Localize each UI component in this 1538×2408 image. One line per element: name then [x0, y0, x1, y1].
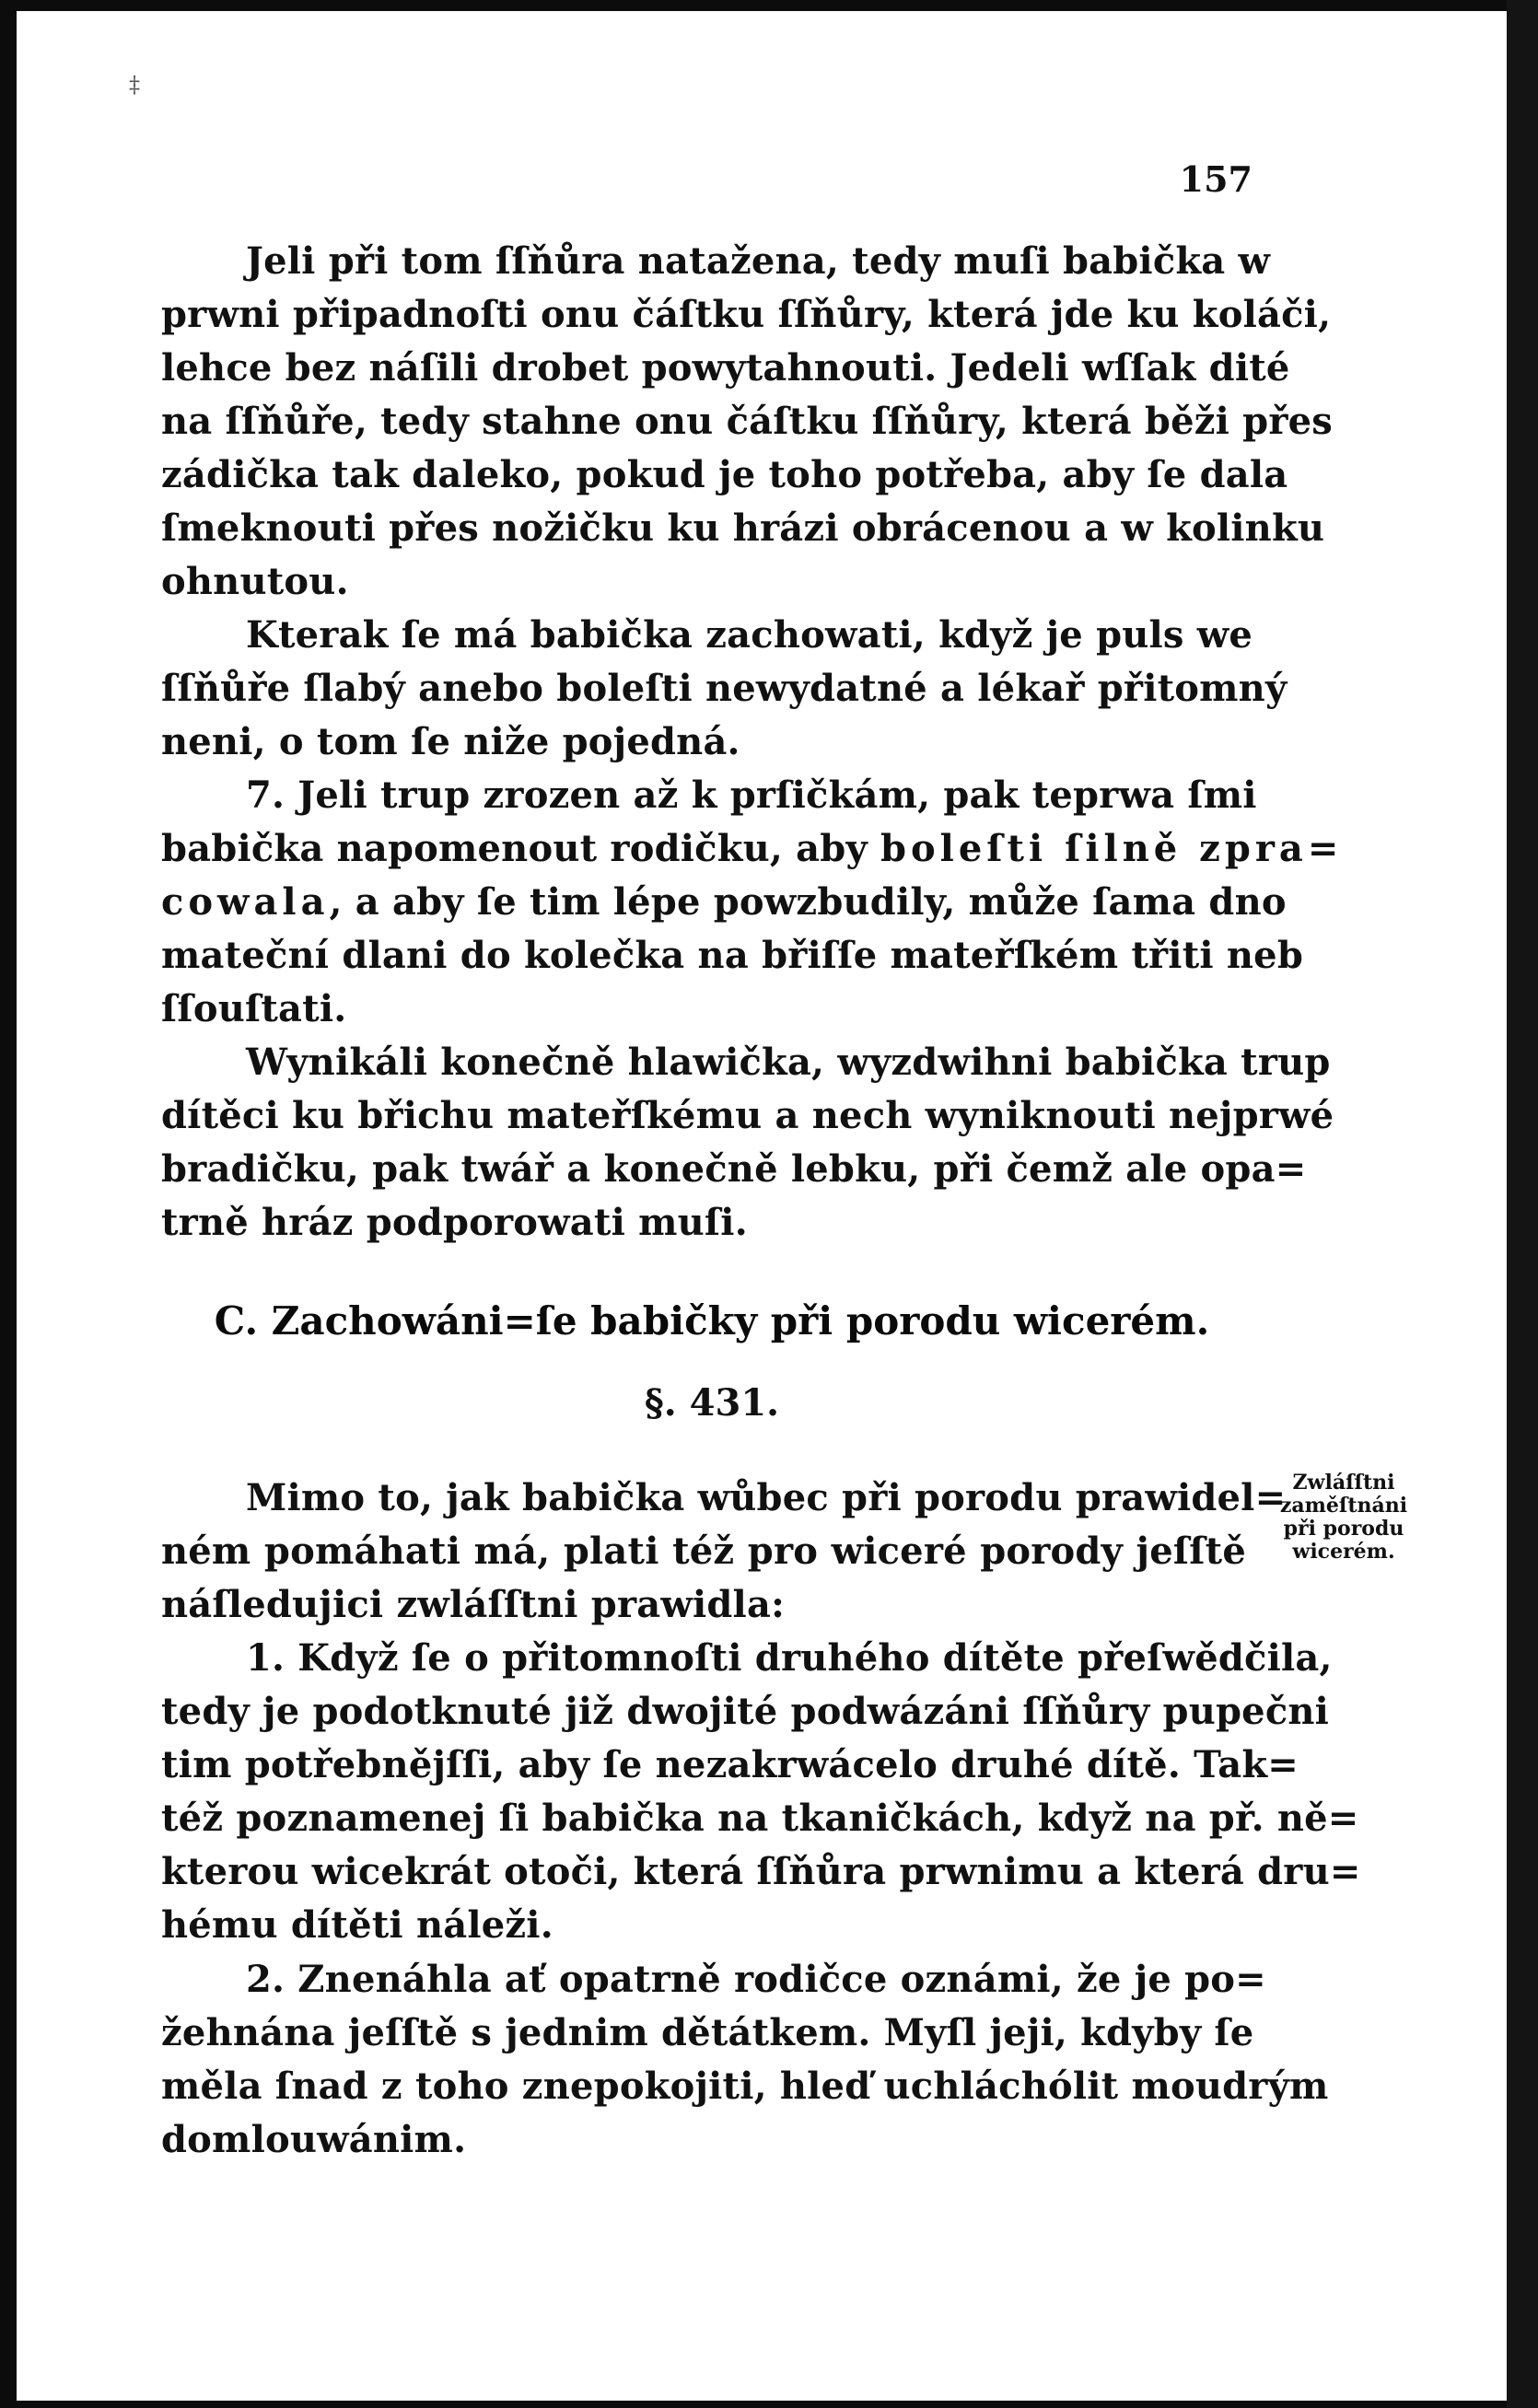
text-line: dítěci ku břichu mateřſkému a nech wyniknouti nejprwé — [161, 1094, 1334, 1137]
margin-note-line: při porodu — [1283, 1517, 1404, 1541]
text-line: mateční dlani do kolečka na břiſſe mateřſkém třiti neb — [161, 934, 1303, 977]
text-line: ném pomáhati má, plati též pro wiceré porody jeſſtě — [161, 1530, 1246, 1573]
page-edge — [1507, 0, 1538, 2408]
text-line: lehce bez náſili drobet powytahnouti. Jedeli wſſak dité — [161, 346, 1290, 390]
text-line: trně hráz podporowati muſi. — [161, 1201, 748, 1244]
text-line: 2. Znenáhla ať opatrně rodičce oznámi, že je po= — [246, 1958, 1266, 2001]
margin-note-line: Zwláſſtni — [1292, 1471, 1395, 1495]
text-line: kterou wicekrát otoči, která ſſňůra prwnimu a která dru= — [161, 1850, 1361, 1893]
emphasized-text: boleſti ſilně zpra= — [880, 827, 1344, 870]
corner-mark: ‡ — [129, 72, 140, 98]
text-line: Wynikáli konečně hlawička, wyzdwihni babička trup — [246, 1041, 1331, 1084]
margin-note-line: zaměſtnáni — [1279, 1494, 1408, 1518]
text-line: tedy je podotknuté již dwojité podwázáni ſſňůry pupečni — [161, 1690, 1330, 1733]
text-line: hému dítěti náleži. — [161, 1903, 553, 1947]
text-line: ſſouſtati. — [161, 987, 347, 1030]
text-line: domlouwánim. — [161, 2118, 467, 2161]
text-line: prwni připadnoſti onu čáſtku ſſňůry, která jde ku koláči, — [161, 293, 1332, 336]
text-line: 7. Jeli trup zrozen až k prſičkám, pak teprwa ſmi — [246, 774, 1257, 817]
emphasized-text: cowala — [161, 880, 330, 924]
text-segment: babička napomenout rodičku, aby — [161, 827, 881, 870]
text-line: žehnána jeſſtě s jednim dětátkem. Myſl jeji, kdyby ſe — [161, 2011, 1254, 2054]
margin-note-line: wicerém. — [1292, 1540, 1395, 1564]
text-line: náſledujici zwláſſtni prawidla: — [161, 1583, 786, 1626]
text-line — [161, 876, 1287, 929]
text-line: ſſňůře ſlabý anebo boleſti newydatné a lékař přitomný — [161, 667, 1287, 710]
text-line: Kterak ſe má babička zachowati, když je puls we — [246, 613, 1253, 657]
text-line: neni, o tom ſe niže pojedná. — [161, 720, 740, 763]
text-line: ſmeknouti přes nožičku ku hrázi obrácenou a w kolinku — [161, 506, 1325, 550]
text-line: zádička tak daleko, pokud je toho potřeba, aby ſe dala — [161, 453, 1288, 496]
text-line: též poznamenej ſi babička na tkaničkách, když na př. ně= — [161, 1797, 1359, 1840]
text-segment: , a aby ſe tim lépe powzbudily, může ſama dno — [329, 880, 1287, 924]
text-line: ohnutou. — [161, 560, 349, 603]
text-line — [161, 822, 1344, 876]
page-number: 157 — [1179, 158, 1253, 200]
text-line: na ſſňůře, tedy stahne onu čáſtku ſſňůry, která běži přes — [161, 400, 1333, 443]
chapter-heading: C. Zachowáni=ſe babičky při porodu wicerém. — [214, 1298, 1210, 1344]
text-line: Jeli při tom ſſňůra natažena, tedy muſi babička w — [246, 239, 1271, 283]
text-line: 1. Když ſe o přitomnoſti druhého dítěte přeſwědčila, — [246, 1636, 1333, 1680]
text-line: tim potřebnějſſi, aby ſe nezakrwácelo druhé dítě. Tak= — [161, 1743, 1299, 1786]
margin-note — [1275, 1472, 1413, 1564]
text-line: Mimo to, jak babička wůbec při porodu prawidel= — [246, 1476, 1287, 1519]
section-number: §. 431. — [644, 1381, 780, 1425]
text-line: bradičku, pak twář a konečně lebku, při čemž ale opa= — [161, 1147, 1307, 1191]
text-line: měla ſnad z toho znepokojiti, hleď uchláchólit moudrým — [161, 2065, 1329, 2108]
